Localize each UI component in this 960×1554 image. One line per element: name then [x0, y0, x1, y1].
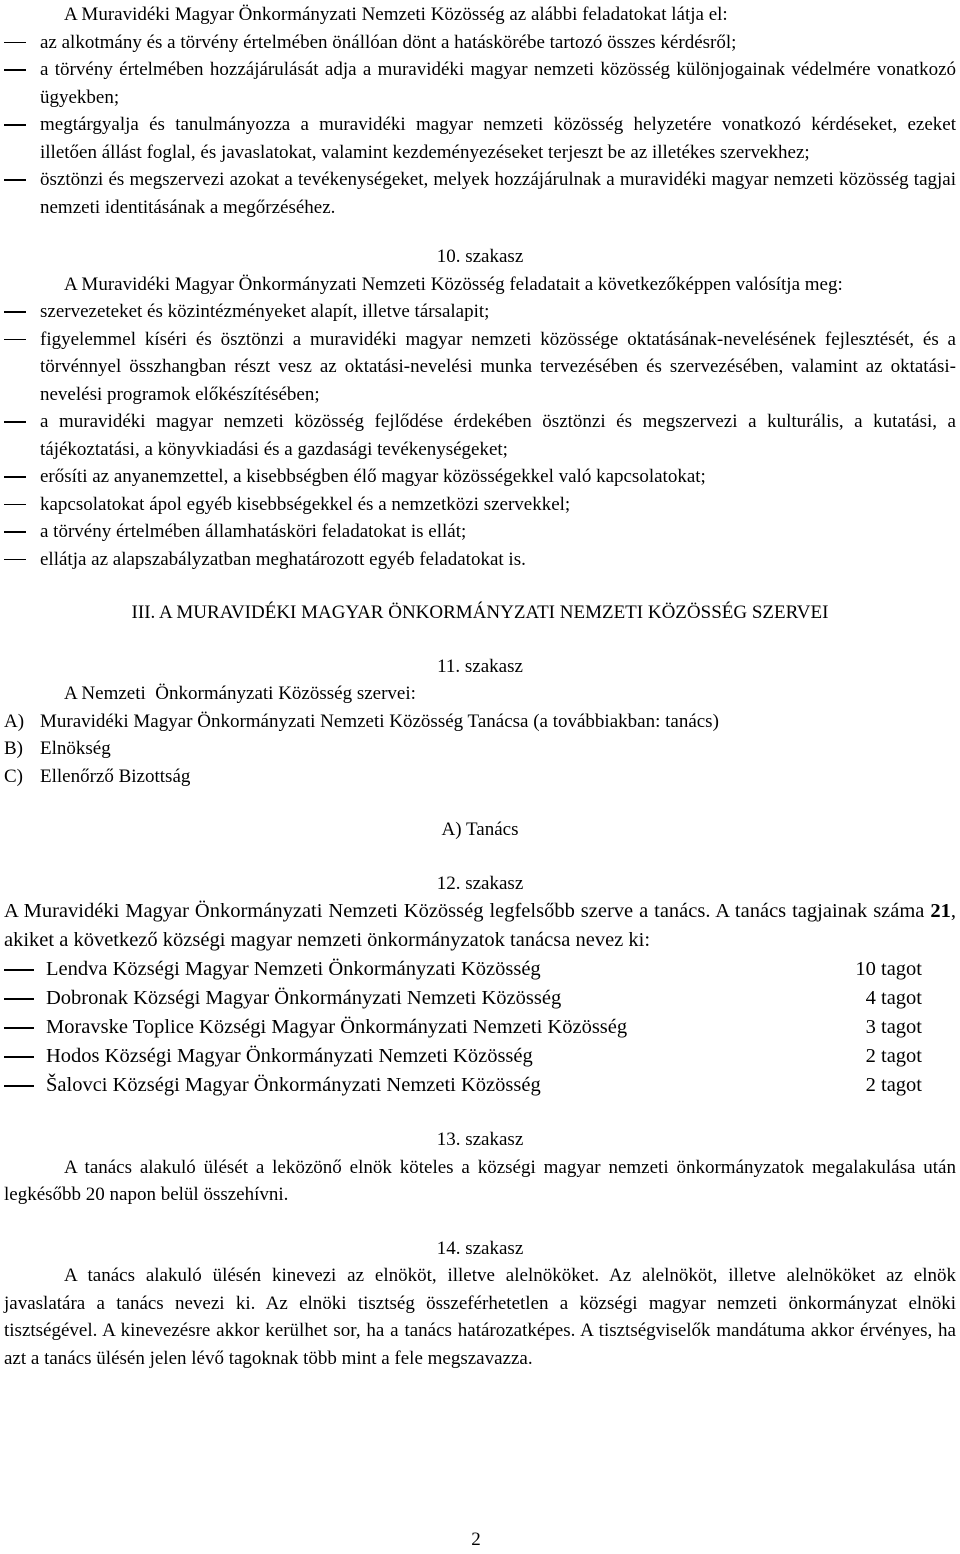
list-item: kapcsolatokat ápol egyéb kisebbségekkel és a nemzetközi szervekkel;: [4, 491, 956, 519]
list-item: a muravidéki magyar nemzeti közösség fejlődése érdekében ösztönzi és megszervezi a kulturális, a kutatási, a tájékoztatási, a könyvkiadási és a gazdasági tevékenységeket;: [4, 408, 956, 463]
list-item: a törvény értelmében hozzájárulását adja a muravidéki magyar nemzeti közösség különjogainak védelmére vonatkozó ügyekben;: [4, 56, 956, 111]
section-10-text: A Muravidéki Magyar Önkormányzati Nemzeti Közösség feladatait a következőképpen valósítja meg:: [64, 273, 843, 295]
member-count: 3 tagot: [865, 1016, 922, 1038]
member-name: Lendva Községi Magyar Nemzeti Önkormányzati Közösség: [46, 958, 541, 980]
chapter-heading: III. A MURAVIDÉKI MAGYAR ÖNKORMÁNYZATI NEMZETI KÖZÖSSÉG SZERVEI: [131, 602, 829, 623]
member-name: Moravske Toplice Községi Magyar Önkormányzati Nemzeti Közösség: [46, 1016, 628, 1038]
section-a-heading: A) Tanács: [441, 819, 519, 840]
member-name: Dobronak Községi Magyar Önkormányzati Nemzeti Közösség: [46, 987, 562, 1009]
organ-item: [4, 763, 956, 791]
member-row: [4, 1042, 956, 1071]
list-item: az alkotmány és a törvény értelmében önállóan dönt a hatáskörébe tartozó összes kérdésről;: [4, 29, 956, 57]
organ-name: Elnökség: [40, 738, 111, 759]
section-14-text: A tanács alakuló ülésén kinevezi az elnököt, illetve alelnököket. Az alelnököt, illetve alelnököket az elnök javaslatára a tanács nevezi ki. Az elnöki tisztség összeférhetetlen a községi magyar nemzeti önkormányzat elnöki tisztségével. A kinevezésre akkor kerülhet sor, ha a tanács határozatképes. A tisztségviselők mandátuma akkor érvényes, ha azt a tanács ülésén jelen lévő tagoknak több mint a fele megszavazza.: [4, 1265, 956, 1369]
list-item: ösztönzi és megszervezi azokat a tevékenységeket, melyek hozzájárulnak a muravidéki magyar nemzeti közösség tagjai nemzeti identitásának a megőrzéséhez.: [4, 166, 956, 221]
organ-name: Muravidéki Magyar Önkormányzati Nemzeti Közösség Tanácsa (a továbbiakban: tanács): [40, 710, 719, 732]
organs-list: [4, 708, 956, 791]
section-14-heading: 14. szakasz: [436, 1237, 524, 1259]
organ-item: [4, 735, 956, 763]
member-name: Hodos Községi Magyar Önkormányzati Nemzeti Közösség: [46, 1045, 533, 1067]
document-page: [4, 1, 956, 1372]
list-item: megtárgyalja és tanulmányozza a muravidéki magyar nemzeti közösség helyzetére vonatkozó kérdéseket, ezeket illetően állást foglal, és javaslatokat, valamint kezdeményezéseket terjeszt be az illetékes szervekhez;: [4, 111, 956, 166]
member-row: [4, 1071, 956, 1100]
list-item: figyelemmel kíséri és ösztönzi a muravidéki magyar nemzeti közössége oktatásának-nevelésének fejlesztését, és a törvénnyel összhangban részt vesz az oktatási-nevelési munka tervezésében és szervezésében, valamint az oktatási-nevelési programok előkészítésében;: [4, 326, 956, 409]
member-name: Šalovci Községi Magyar Önkormányzati Nemzeti Közösség: [46, 1074, 541, 1096]
organ-item: [4, 708, 956, 736]
members-count: 21: [930, 900, 951, 922]
section-12-text: [4, 897, 956, 955]
text-part: , akiket a következő községi magyar nemzeti önkormányzatok tanácsa nevez ki:: [4, 900, 956, 951]
member-count: 2 tagot: [865, 1045, 922, 1067]
organ-letter: A): [4, 710, 25, 732]
member-row: [4, 984, 956, 1013]
list-item: a törvény értelmében államhatásköri feladatokat is ellát;: [4, 518, 956, 546]
section-11-text: A Nemzeti Önkormányzati Közösség szervei:: [64, 683, 416, 704]
organ-letter: C): [4, 765, 23, 787]
section-13-heading: 13. szakasz: [436, 1129, 524, 1150]
member-row: [4, 955, 956, 984]
section-10-list: [4, 298, 956, 573]
list-item: erősíti az anyanemzettel, a kisebbségben élő magyar közösségekkel való kapcsolatokat;: [4, 463, 956, 491]
page-number: 2: [471, 1529, 481, 1550]
intro-text: A Muravidéki Magyar Önkormányzati Nemzeti Közösség az alábbi feladatokat látja el:: [64, 4, 728, 25]
members-list: [4, 955, 956, 1100]
section-11-heading: 11. szakasz: [437, 655, 523, 677]
text-part: A Muravidéki Magyar Önkormányzati Nemzeti Közösség legfelsőbb szerve a tanács. A tanács tagjainak száma: [4, 900, 931, 922]
member-row: [4, 1013, 956, 1042]
organ-name: Ellenőrző Bizottság: [40, 765, 191, 787]
section-13-text: A tanács alakuló ülését a leközönő elnök köteles a községi magyar nemzeti önkormányzatok megalakulása után legkésőbb 20 napon belül összehívni.: [4, 1156, 956, 1205]
organ-letter: B): [4, 738, 23, 759]
intro-list: [4, 29, 956, 222]
list-item: ellátja az alapszabályzatban meghatározott egyéb feladatokat is.: [4, 546, 956, 574]
list-item: szervezeteket és közintézményeket alapít, illetve társalapit;: [4, 298, 956, 326]
member-count: 4 tagot: [865, 987, 922, 1009]
section-10-heading: 10. szakasz: [436, 246, 524, 267]
section-12-heading: 12. szakasz: [436, 872, 524, 894]
member-count: 10 tagot: [855, 958, 922, 980]
member-count: 2 tagot: [865, 1074, 922, 1096]
